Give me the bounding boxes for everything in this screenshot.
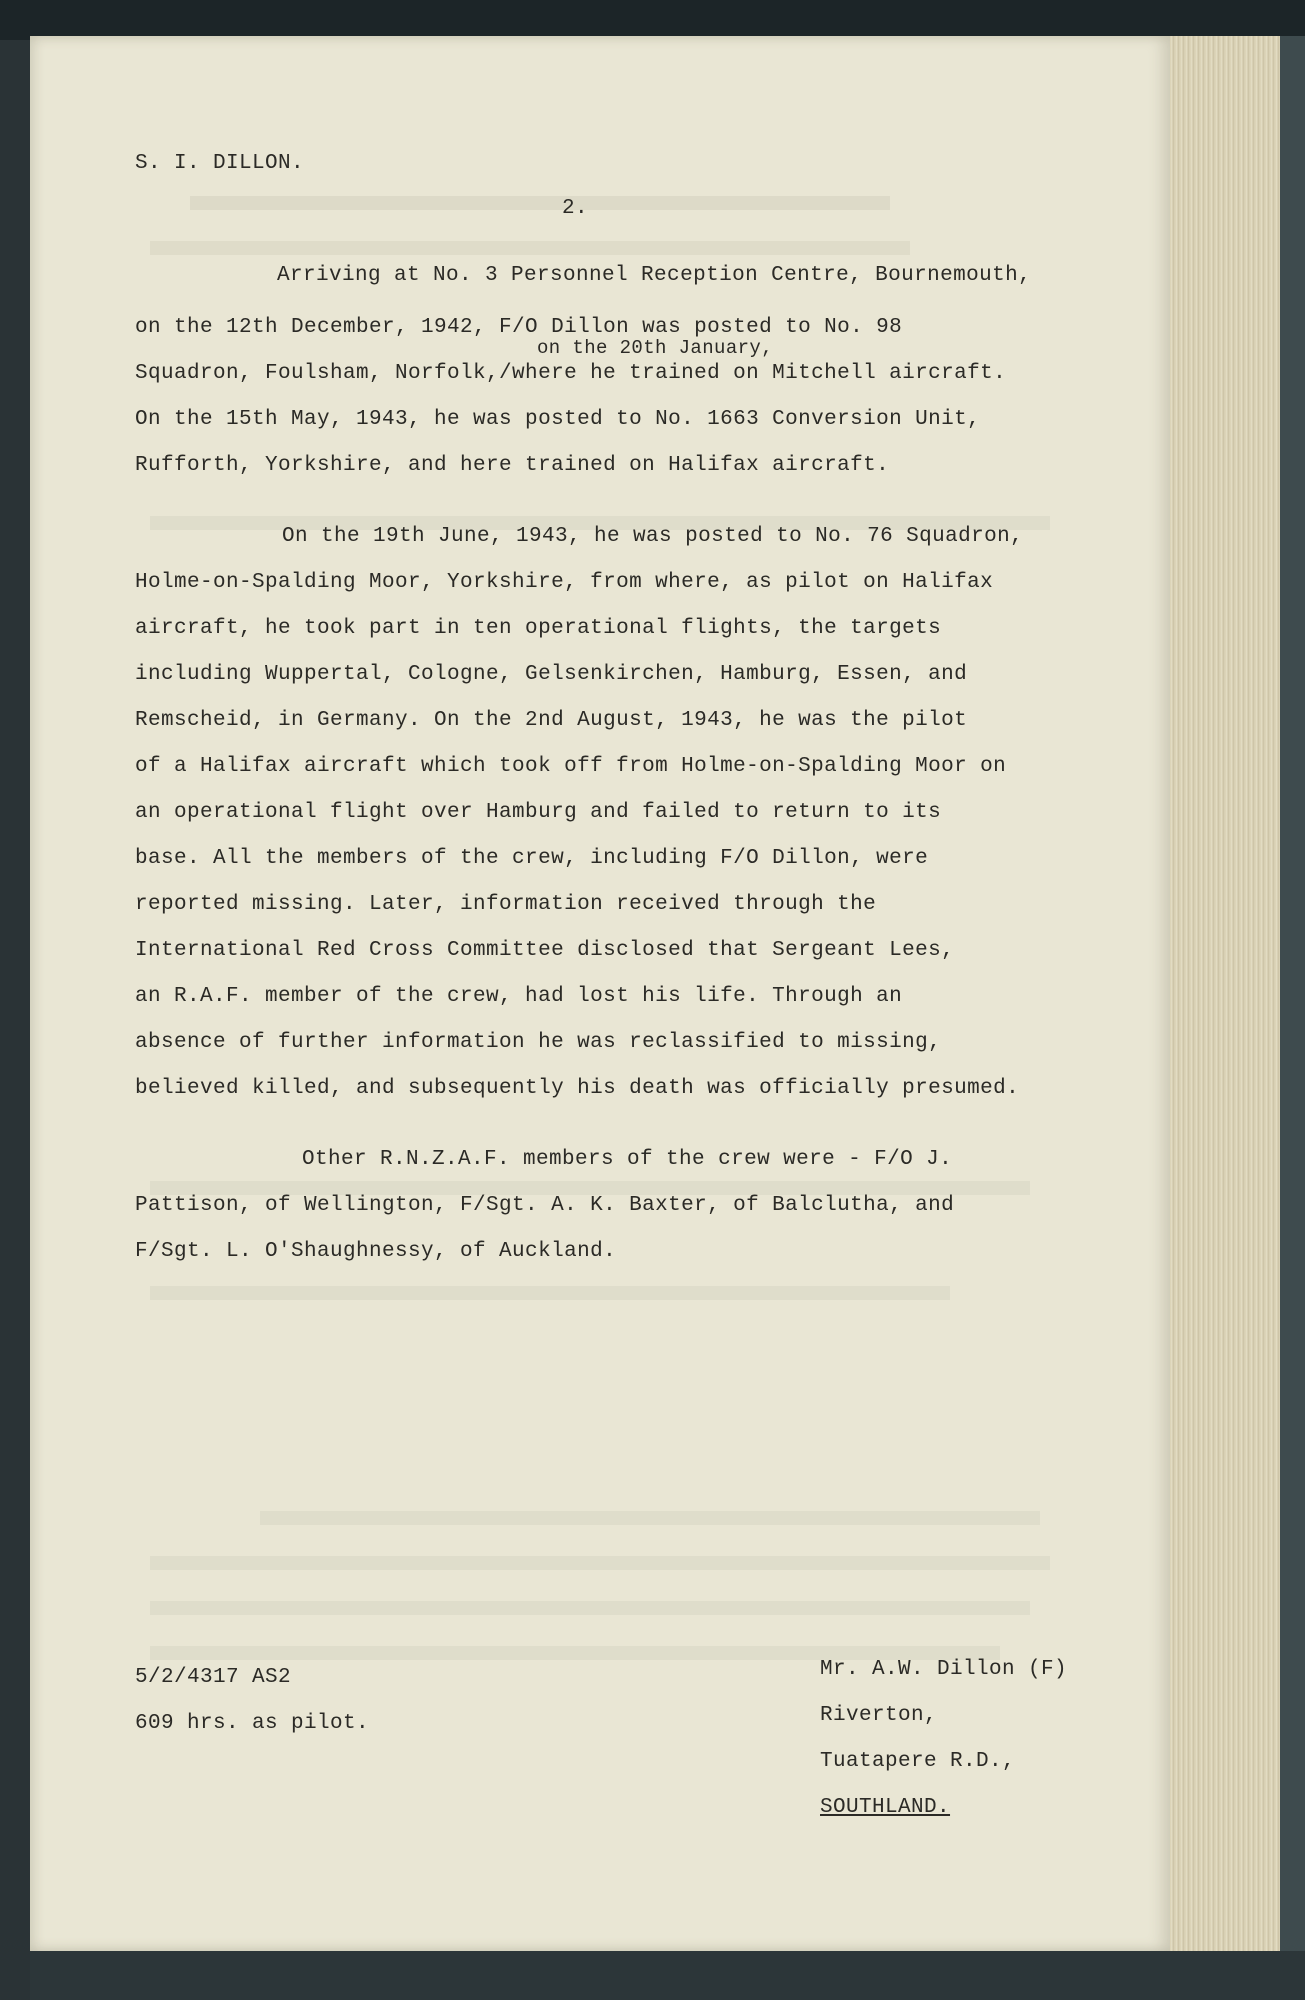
address-line: Tuatapere R.D., <box>820 1750 1016 1773</box>
document-page <box>30 36 1170 1951</box>
paragraph-2-line: absence of further information he was reclassified to missing, <box>135 1031 942 1054</box>
flying-hours: 609 hrs. as pilot. <box>135 1712 370 1735</box>
bleed-through-mark <box>150 1601 1030 1615</box>
paragraph-2-line: believed killed, and subsequently his death was officially presumed. <box>135 1077 1020 1100</box>
bleed-through-mark <box>150 1286 950 1300</box>
book-cover-bottom <box>30 1951 1305 2000</box>
paragraph-2-line: an operational flight over Hamburg and failed to return to its <box>135 801 942 824</box>
paragraph-1-line: Squadron, Foulsham, Norfolk,/where he trained on Mitchell aircraft. <box>135 362 1007 385</box>
file-reference: 5/2/4317 AS2 <box>135 1666 292 1689</box>
previous-page-edge <box>0 40 30 2000</box>
paragraph-2-line: International Red Cross Committee disclosed that Sergeant Lees, <box>135 939 955 962</box>
next-of-kin-name: Mr. A.W. Dillon (F) <box>820 1658 1068 1681</box>
address-line: Riverton, <box>820 1704 938 1727</box>
paragraph-1-line: Arriving at No. 3 Personnel Reception Centre, Bournemouth, <box>277 264 1032 287</box>
page-number: 2. <box>562 197 589 220</box>
address-region: SOUTHLAND. <box>820 1796 951 1819</box>
paragraph-2-line: On the 19th June, 1943, he was posted to No. 76 Squadron, <box>282 525 1024 548</box>
handwritten-insertion: on the 20th January, <box>537 337 774 359</box>
paragraph-2-line: of a Halifax aircraft which took off from Holme-on-Spalding Moor on <box>135 755 1007 778</box>
bleed-through-mark <box>150 1556 1050 1570</box>
paragraph-2-line: Holme-on-Spalding Moor, Yorkshire, from where, as pilot on Halifax <box>135 571 994 594</box>
paragraph-1-line: Rufforth, Yorkshire, and here trained on Halifax aircraft. <box>135 454 890 477</box>
paragraph-2-line: an R.A.F. member of the crew, had lost his life. Through an <box>135 985 903 1008</box>
paragraph-2-line: reported missing. Later, information received through the <box>135 893 877 916</box>
page-stack-edges <box>1170 36 1280 1951</box>
paragraph-2-line: base. All the members of the crew, including F/O Dillon, were <box>135 847 929 870</box>
bleed-through-mark <box>190 196 890 210</box>
paragraph-3-line: F/Sgt. L. O'Shaughnessy, of Auckland. <box>135 1240 617 1263</box>
paragraph-1-line: On the 15th May, 1943, he was posted to No. 1663 Conversion Unit, <box>135 408 981 431</box>
paragraph-2-line: Remscheid, in Germany. On the 2nd August, 1943, he was the pilot <box>135 709 968 732</box>
paragraph-1-line: on the 12th December, 1942, F/O Dillon was posted to No. 98 <box>135 316 903 339</box>
paragraph-2-line: aircraft, he took part in ten operational flights, the targets <box>135 617 942 640</box>
document-header: S. I. DILLON. <box>135 152 305 175</box>
book-cover-edge <box>1280 36 1305 1966</box>
bleed-through-mark <box>150 1181 1030 1195</box>
bleed-through-mark <box>150 241 910 255</box>
bleed-through-mark <box>260 1511 1040 1525</box>
paragraph-2-line: including Wuppertal, Cologne, Gelsenkirchen, Hamburg, Essen, and <box>135 663 968 686</box>
paragraph-3-line: Other R.N.Z.A.F. members of the crew were - F/O J. <box>302 1148 953 1171</box>
paragraph-3-line: Pattison, of Wellington, F/Sgt. A. K. Baxter, of Balclutha, and <box>135 1194 955 1217</box>
